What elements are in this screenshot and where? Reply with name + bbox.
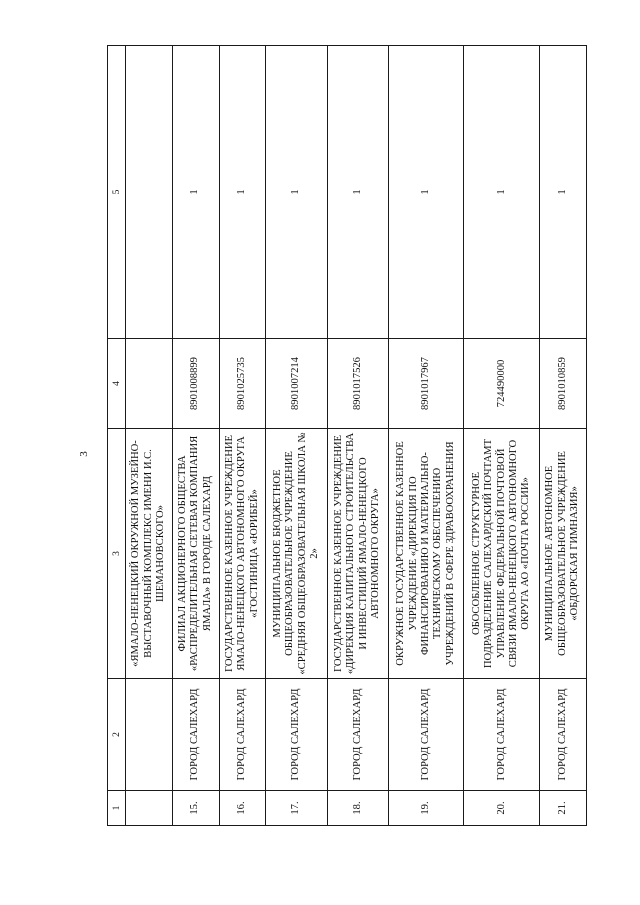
table-row <box>126 46 173 826</box>
table-row <box>172 46 219 826</box>
table-row <box>388 46 464 826</box>
organization-name-cell: «ЯМАЛО-НЕНЕЦКИЙ ОКРУЖНОЙ МУЗЕЙНО-ВЫСТАВОЧНЫЙ КОМПЛЕКС ИМЕНИ И.С. ШЕМАНОВСКОГО» <box>126 429 173 679</box>
table-row <box>266 46 327 826</box>
inn-cell: 8901008899 <box>172 339 219 429</box>
inn-cell: 724490000 <box>464 339 540 429</box>
row-number-cell: 18. <box>327 791 388 826</box>
organization-name-cell: МУНИЦИПАЛЬНОЕ АВТОНОМНОЕ ОБЩЕОБРАЗОВАТЕЛЬНОЕ УЧРЕЖДЕНИЕ «ОБДОРСКАЯ ГИМНАЗИЯ» <box>540 429 587 679</box>
organization-name-cell: ОКРУЖНОЕ ГОСУДАРСТВЕННОЕ КАЗЕННОЕ УЧРЕЖДЕНИЕ «ДИРЕКЦИЯ ПО ФИНАНСИРОВАНИЮ И МАТЕРИАЛЬНО-ТЕХНИЧЕСКОМУ ОБЕСПЕЧЕНИЮ УЧРЕЖДЕНИЙ В СФЕРЕ ЗДРАВООХРАНЕНИЯ <box>388 429 464 679</box>
count-cell: 1 <box>219 46 266 339</box>
row-number-cell <box>126 791 173 826</box>
count-cell: 1 <box>540 46 587 339</box>
header-cell-1: 1 <box>108 791 126 826</box>
inn-cell: 8901007214 <box>266 339 327 429</box>
locality-cell: ГОРОД САЛЕХАРД <box>266 679 327 791</box>
organization-name-cell: ГОСУДАРСТВЕННОЕ КАЗЕННОЕ УЧРЕЖДЕНИЕ ЯМАЛО-НЕНЕЦКОГО АВТОНОМНОГО ОКРУГА «ГОСТИНИЦА «ЮРИБЕЙ» <box>219 429 266 679</box>
locality-cell: ГОРОД САЛЕХАРД <box>219 679 266 791</box>
table-row <box>540 46 587 826</box>
row-number-cell: 19. <box>388 791 464 826</box>
row-number-cell: 17. <box>266 791 327 826</box>
inn-cell: 8901017967 <box>388 339 464 429</box>
locality-cell: ГОРОД САЛЕХАРД <box>540 679 587 791</box>
count-cell: 1 <box>266 46 327 339</box>
count-cell: 1 <box>172 46 219 339</box>
count-cell: 1 <box>327 46 388 339</box>
table-header-row <box>108 46 126 826</box>
inn-cell: 8901025735 <box>219 339 266 429</box>
inn-cell <box>126 339 173 429</box>
header-cell-4: 4 <box>108 339 126 429</box>
inn-cell: 8901010859 <box>540 339 587 429</box>
row-number-cell: 15. <box>172 791 219 826</box>
rotated-table-wrapper <box>107 46 587 826</box>
locality-cell: ГОРОД САЛЕХАРД <box>327 679 388 791</box>
row-number-cell: 20. <box>464 791 540 826</box>
locality-cell: ГОРОД САЛЕХАРД <box>388 679 464 791</box>
header-cell-2: 2 <box>108 679 126 791</box>
header-cell-5: 5 <box>108 46 126 339</box>
count-cell <box>126 46 173 339</box>
table-row <box>219 46 266 826</box>
locality-cell: ГОРОД САЛЕХАРД <box>172 679 219 791</box>
locality-cell: ГОРОД САЛЕХАРД <box>464 679 540 791</box>
row-number-cell: 21. <box>540 791 587 826</box>
organizations-table <box>107 45 587 826</box>
count-cell: 1 <box>464 46 540 339</box>
row-number-cell: 16. <box>219 791 266 826</box>
page-number: 3 <box>77 451 90 457</box>
header-cell-3: 3 <box>108 429 126 679</box>
document-table-area <box>107 46 587 826</box>
inn-cell: 8901017526 <box>327 339 388 429</box>
organization-name-cell: МУНИЦИПАЛЬНОЕ БЮДЖЕТНОЕ ОБЩЕОБРАЗОВАТЕЛЬНОЕ УЧРЕЖДЕНИЕ «СРЕДНЯЯ ОБЩЕОБРАЗОВАТЕЛЬНАЯ ШКОЛА № 2» <box>266 429 327 679</box>
organization-name-cell: ГОСУДАРСТВЕННОЕ КАЗЕННОЕ УЧРЕЖДЕНИЕ «ДИРЕКЦИЯ КАПИТАЛЬНОГО СТРОИТЕЛЬСТВА И ИНВЕСТИЦИЙ ЯМАЛО-НЕНЕЦКОГО АВТОНОМНОГО ОКРУГА» <box>327 429 388 679</box>
table-row <box>464 46 540 826</box>
table-row <box>327 46 388 826</box>
locality-cell <box>126 679 173 791</box>
organization-name-cell: ФИЛИАЛ АКЦИОНЕРНОГО ОБЩЕСТВА «РАСПРЕДЕЛИТЕЛЬНАЯ СЕТЕВАЯ КОМПАНИЯ ЯМАЛА» В ГОРОДЕ САЛЕХАРД <box>172 429 219 679</box>
count-cell: 1 <box>388 46 464 339</box>
organization-name-cell: ОБОСОБЛЕННОЕ СТРУКТУРНОЕ ПОДРАЗДЕЛЕНИЕ САЛЕХАРДСКИЙ ПОЧТАМТ УПРАВЛЕНИЕ ФЕДЕРАЛЬНОЙ ПОЧТОВОЙ СВЯЗИ ЯМАЛО-НЕНЕЦКОГО АВТОНОМНОГО ОКРУГА АО «ПОЧТА РОССИИ» <box>464 429 540 679</box>
